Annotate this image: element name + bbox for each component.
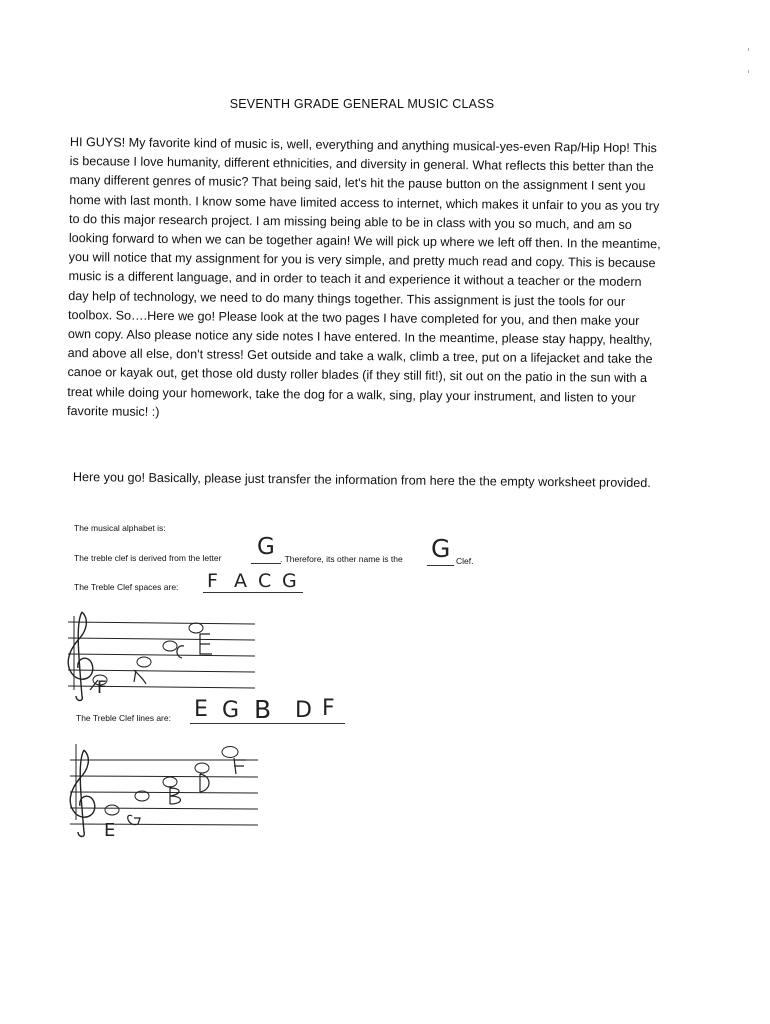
space-answer-f: F — [207, 570, 218, 592]
scan-speck — [748, 48, 749, 51]
staff2-label-e: E — [104, 820, 116, 841]
staff1-label-f: F — [97, 678, 107, 698]
line-answer-e: E — [194, 697, 208, 722]
musical-alphabet-label: The musical alphabet is: — [74, 523, 166, 533]
line-answer-b: B — [254, 695, 272, 724]
staff-lines-diagram — [58, 740, 268, 840]
derived-blank — [251, 562, 281, 564]
other-name-answer: G — [431, 534, 451, 563]
derived-answer: G — [257, 534, 275, 560]
page-title: SEVENTH GRADE GENERAL MUSIC CLASS — [229, 97, 495, 111]
space-answer-c: C — [258, 570, 272, 592]
line-answer-f: F — [322, 696, 335, 721]
other-name-prefix: . Therefore, its other name is the — [280, 554, 403, 564]
other-name-suffix: Clef. — [456, 556, 474, 566]
lines-label: The Treble Clef lines are: — [76, 713, 171, 723]
space-answer-g: G — [282, 570, 297, 592]
line-answer-d: D — [295, 698, 312, 723]
spaces-label: The Treble Clef spaces are: — [74, 582, 179, 592]
letter-paragraph-1: HI GUYS! My favorite kind of music is, well, everything and anything musical-yes-even Rap/Hip Hop! This is because I love humanity, different ethnicities, and diversity in general. What reflects this better than the many different genres of music? That being said, let's hit the pause button on the assignment I sent you home with last month. I know some have limited access to internet, which makes it unfair to you as you try to do this major research project. I am missing being able to be in class with you so much, and am so looking forward to when we can be together again! We will pick up where we left off then. In the meantime, you will notice that my assignment for you is very simple, and pretty much read and copy. This is because music is a different language, and in order to teach it and experience it without a teacher or the modern day help of technology, we need to do many things together. This assignment is just the tools for our toolbox. So….Here we go! Please look at the two pages I have completed for you, and then make your own copy. Also please notice any side notes I have entered. In the meantime, please stay happy, healthy, and above all else, don't stress! Get outside and take a walk, climb a tree, put on a lifejacket and take the canoe or kayak out, get those old dusty roller blades (if they still fit!), sit out on the patio in the sun with a treat while doing your homework, take the dog for a walk, sing, play your instrument, and listen to your favorite music! :) — [67, 134, 661, 419]
derived-prefix: The treble clef is derived from the letter — [74, 553, 222, 563]
line-answer-g: G — [222, 698, 240, 723]
letter-paragraph-2: Here you go! Basically, please just transfer the information from here the the empty worksheet provided. — [72, 469, 651, 491]
space-answer-a: A — [234, 570, 247, 592]
staff-spaces-diagram — [60, 610, 260, 700]
other-name-blank — [427, 564, 454, 566]
scan-speck — [748, 70, 749, 73]
